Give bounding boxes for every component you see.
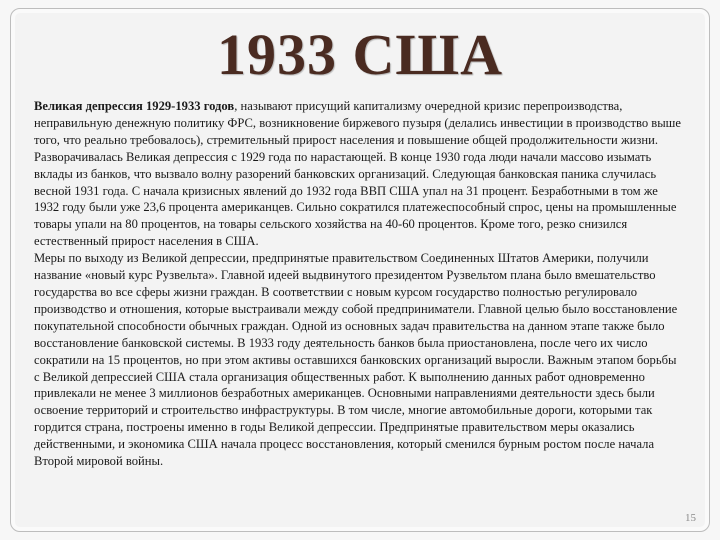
paragraph-causes xyxy=(34,98,684,149)
paragraph-causes-text: , называют присущий капитализму очередной кризис перепроизводства, неправильную денежную политику ФРС, возникновение биржевого пузыря (делались инвестиции в производство выше того, что реально требовалось), стремительный прирост населения и повышение общей продолжительности жизни. xyxy=(34,99,681,147)
slide-body xyxy=(34,98,684,470)
paragraph-lead: Великая депрессия 1929-1933 годов xyxy=(34,99,235,113)
page-number: 15 xyxy=(685,512,696,524)
paragraph-new-deal: Меры по выходу из Великой депрессии, предпринятые правительством Соединенных Штатов Америки, получили название «новый курс Рузвельта». Главной идеей выдвинутого президентом Рузвельтом плана было вмешательство государства во все сферы жизни граждан. В соответствии с новым курсом государство полностью регулировало производство и отношения, которые выстраивали между собой предприниматели. Главной целью было восстановление покупательной способности обычных граждан. Одной из основных задач правительства на данном этапе также было восстановление банковской системы. В 1933 году деятельность банков была приостановлена, после чего их число сократили на 15 процентов, но при этом активы оставшихся банковских организаций выросли. Важным этапом борьбы с Великой депрессией США стала организация общественных работ. К выполнению данных работ одновременно привлекали не менее 3 миллионов безработных американцев. Основными направлениями деятельности здесь были освоение территорий и строительство инфраструктуры. В том числе, многие автомобильные дороги, которыми так гордится страна, построены именно в годы Великой депрессии. Предпринятые правительством меры оказались действенными, и экономика США начала процесс восстановления, который сменился бурным ростом после начала Второй мировой войны. xyxy=(34,251,678,469)
slide-title: 1933 США xyxy=(217,22,503,87)
paragraph-development: Разворачивалась Великая депрессия с 1929 года по нарастающей. В конце 1930 года люди начали массово изымать вклады из банков, что вызвало волну разорений банковских организаций. Следующая банковская паника случилась весной 1931 года. С начала кризисных явлений до 1932 года ВВП США упал на 31 процент. Безработными в том же 1932 году были уже 23,6 процента американцев. Сильно сократился платежеспособный спрос, цены на промышленные товары упали на 80 процентов, на товары сельского хозяйства на 40-60 процентов. Кроме того, резко снизился естественный прирост населения в США. xyxy=(34,149,677,249)
